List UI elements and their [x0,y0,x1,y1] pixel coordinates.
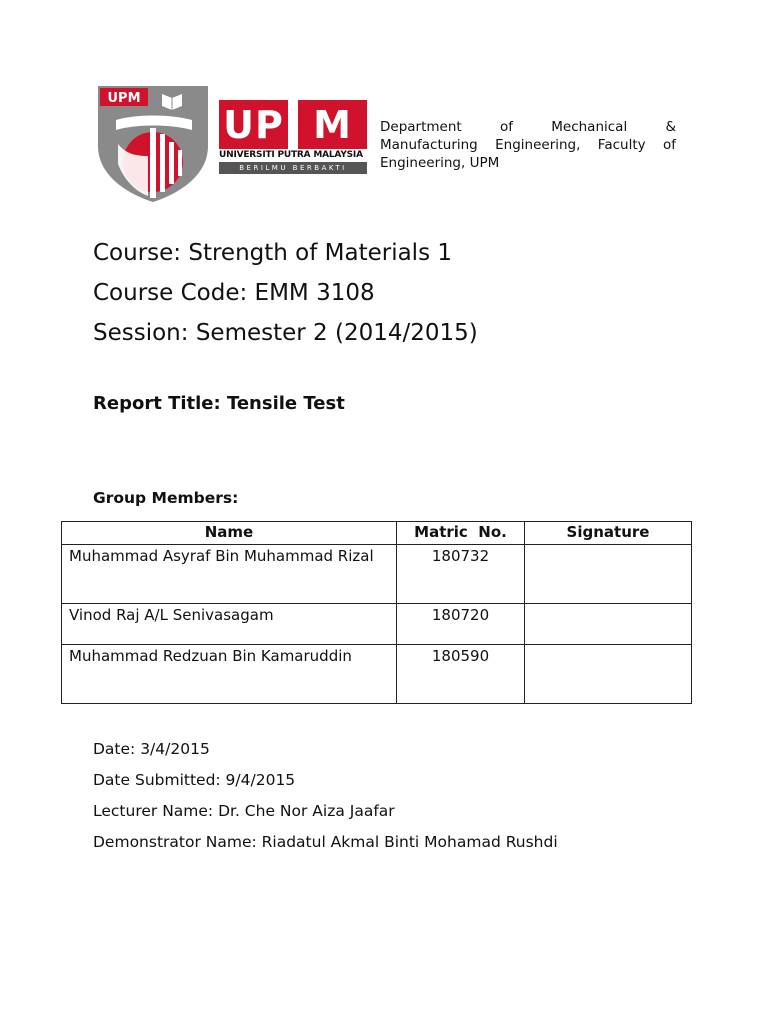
table-row [62,545,692,604]
member-name: Muhammad Asyraf Bin Muhammad Rizal [62,545,397,604]
table-row [62,645,692,704]
course-code: Course Code: EMM 3108 [93,280,375,306]
wordmark-letters-right: M [313,102,352,147]
table-row [62,604,692,645]
member-matric: 180590 [397,645,525,704]
report-date: Date: 3/4/2015 [93,740,210,758]
course-session: Session: Semester 2 (2014/2015) [93,320,478,346]
member-matric: 180720 [397,604,525,645]
lecturer-name: Lecturer Name: Dr. Che Nor Aiza Jaafar [93,802,395,820]
group-members-table [61,521,692,704]
column-header-signature: Signature [525,522,692,545]
university-motto: BERILMU BERBAKTI [219,162,367,174]
university-name: UNIVERSITI PUTRA MALAYSIA [219,150,363,160]
member-signature [525,645,692,704]
report-details [93,734,558,858]
demonstrator-name: Demonstrator Name: Riadatul Akmal Binti Mohamad Rushdi [93,833,558,851]
report-title: Report Title: Tensile Test [93,393,345,414]
column-header-name: Name [62,522,397,545]
upm-wordmark [219,100,367,172]
svg-text:UPM: UPM [107,91,141,106]
member-name: Vinod Raj A/L Senivasagam [62,604,397,645]
course-name: Course: Strength of Materials 1 [93,240,453,266]
table-header-row [62,522,692,545]
department-name: Department of Mechanical & Manufacturing Engineering, Faculty of Engineering, UPM [380,119,676,171]
column-header-matric: Matric No. [397,522,525,545]
group-members-label: Group Members: [93,489,239,507]
date-submitted: Date Submitted: 9/4/2015 [93,771,296,789]
member-matric: 180732 [397,545,525,604]
wordmark-letters-left: UP [223,102,284,147]
member-signature [525,545,692,604]
upm-shield-emblem-icon [96,84,210,204]
course-info [93,233,478,353]
member-name: Muhammad Redzuan Bin Kamaruddin [62,645,397,704]
member-signature [525,604,692,645]
upm-logo [96,84,368,204]
